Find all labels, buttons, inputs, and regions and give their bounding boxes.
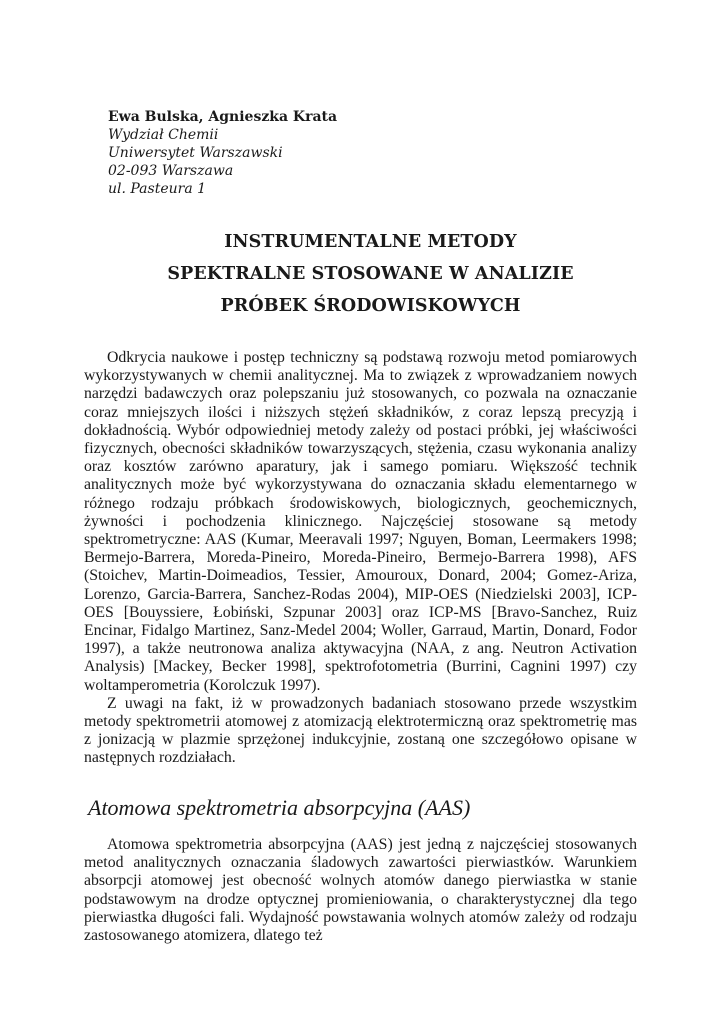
intro-text — [84, 349, 637, 768]
section-text — [84, 836, 637, 945]
section-paragraph-1: Atomowa spektrometria absorpcyjna (AAS) jest jedną z najczęściej stosowanych metod analitycznych oznaczania śladowych zawartości pierwiastków. Warunkiem absorpcji atomowej jest obecność wolnych atomów danego pierwiastka w stanie podstawowym na drodze optycznej promieniowania, o charakterystycznej dla tego pierwiastka długości fali. Wydajność powstawania wolnych atomów zależy od rodzaju zastosowanego atomizera, dlatego też — [84, 836, 637, 945]
intro-paragraph-2: Z uwagi na fakt, iż w prowadzonych badaniach stosowano przede wszystkim metody spektrometrii atomowej z atomizacją elektrotermiczną oraz spektrometrię mas z jonizacją w plazmie sprzężonej indukcyjnie, zostaną one szczegółowo opisane w następnych rozdziałach. — [84, 694, 637, 767]
author-block — [108, 108, 337, 198]
title-line-1: INSTRUMENTALNE METODY — [224, 232, 517, 252]
affiliation-university: Uniwersytet Warszawski — [108, 145, 283, 161]
title-line-2: SPEKTRALNE STOSOWANE W ANALIZIE — [167, 264, 574, 284]
section-heading-aas: Atomowa spektrometria absorpcyjna (AAS) — [88, 795, 471, 820]
author-names: Ewa Bulska, Agnieszka Krata — [108, 109, 338, 125]
title-line-3: PRÓBEK ŚRODOWISKOWYCH — [220, 296, 521, 316]
affiliation-street: ul. Pasteura 1 — [108, 181, 207, 197]
intro-paragraph-1: Odkrycia naukowe i postęp techniczny są podstawą rozwoju metod pomiarowych wykorzystywanych w chemii analitycznej. Ma to związek z wprowadzaniem nowych narzędzi badawczych oraz polepszaniu już stosowanych, co pozwala na oznaczanie coraz mniejszych ilości i niższych stężeń składników, z coraz lepszą precyzją i dokładnością. Wybór odpowiedniej metody zależy od postaci próbki, jej właściwości fizycznych, obecności składników towarzyszących, stężenia, czasu wykonania analizy oraz kosztów zarówno aparatury, jak i samego pomiaru. Większość technik analitycznych może być wykorzystywana do oznaczania składu elementarnego w różnego rodzaju próbkach środowiskowych, biologicznych, geochemicznych, żywności i pochodzenia klinicznego. Najczęściej stosowane są metody spektrometryczne: AAS (Kumar, Meeravali 1997; Nguyen, Boman, Leermakers 1998; Bermejo-Barrera, Moreda-Pineiro, Moreda-Pineiro, Bermejo-Barrera 1998), AFS (Stoichev, Martin-Doimeadios, Tessier, Amouroux, Donard, 2004; Gomez-Ariza, Lorenzo, Garcia-Barrera, Sanchez-Rodas 2004), MIP-OES (Niedzielski 2003], ICP-OES [Bouyssiere, Łobiński, Szpunar 2003] oraz ICP-MS [Bravo-Sanchez, Ruiz Encinar, Fidalgo Martinez, Sanz-Medel 2004; Woller, Garraud, Martin, Donard, Fodor 1997), a także neutronowa analiza aktywacyjna (NAA, z ang. Neutron Activation Analysis) [Mackey, Becker 1998], spektrofotometria (Burrini, Cagnini 1997) czy woltamperometria (Korolczuk 1997). — [84, 349, 637, 694]
affiliation-faculty: Wydział Chemii — [108, 127, 219, 143]
paper-title — [0, 226, 721, 322]
affiliation-postcode-city: 02-093 Warszawa — [108, 163, 234, 179]
